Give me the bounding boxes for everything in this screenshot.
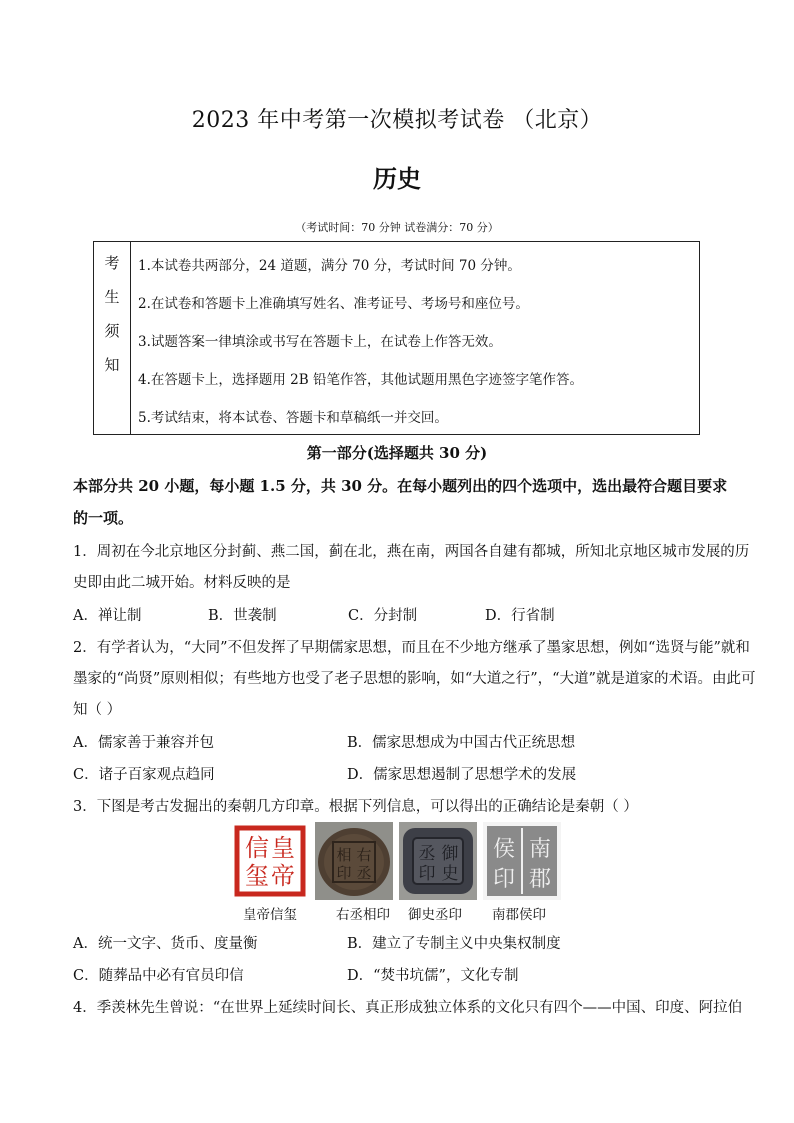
seal-glyph: 印	[418, 864, 436, 884]
option-a: A．儒家善于兼容并包	[73, 735, 214, 751]
option-d: D．行省制	[485, 608, 555, 624]
seal-glyph: 南	[528, 837, 552, 862]
option-a: A．禅让制	[73, 608, 142, 624]
option-a: A．统一文字、货币、度量衡	[73, 936, 258, 952]
exam-meta: （考试时间：70 分钟 试卷满分：70 分）	[295, 221, 499, 234]
question-2-line: 知（ ）	[73, 702, 122, 718]
seal-caption: 南郡侯印	[492, 907, 546, 923]
notice-item: 5.考试结束，将本试卷、答题卡和草稿纸一并交回。	[138, 410, 448, 426]
notice-item: 1.本试卷共两部分，24 道题，满分 70 分，考试时间 70 分钟。	[138, 258, 521, 274]
question-1-line: 史即由此二城开始。材料反映的是	[73, 575, 291, 591]
notice-heading	[94, 242, 131, 434]
seal-glyph: 印	[492, 867, 516, 892]
option-b: B．建立了专制主义中央集权制度	[347, 936, 561, 952]
notice-heading-char: 考	[104, 254, 120, 272]
question-1-line: 1．周初在今北京地区分封蓟、燕二国，蓟在北，燕在南，两国各自建有都城，所知北京地区城市发展的历	[73, 544, 750, 560]
exam-title: 2023 年中考第一次模拟考试卷 （北京）	[191, 108, 603, 133]
notice-heading-char: 须	[104, 322, 120, 340]
option-c: C．诸子百家观点趋同	[73, 767, 215, 783]
seal-caption: 御史丞印	[408, 907, 462, 923]
seal-glyph: 右	[356, 846, 372, 864]
seal-glyph: 御	[441, 844, 459, 864]
notice-heading-char: 生	[104, 288, 120, 306]
seal-image-huangdi	[231, 822, 309, 900]
section-title: 第一部分(选择题共 30 分)	[306, 444, 488, 462]
question-4-line: 4．季羡林先生曾说：“在世界上延续时间长、真正形成独立体系的文化只有四个——中国、印度、阿拉伯	[73, 1000, 743, 1016]
seal-caption: 右丞相印	[336, 907, 390, 923]
notice-heading-char: 知	[104, 356, 120, 374]
seal-caption: 皇帝信玺	[243, 907, 297, 923]
seal-image-nanjunhou	[483, 822, 561, 900]
question-2-line: 2．有学者认为，“大同”不但发挥了早期儒家思想，而且在不少地方继承了墨家思想，例如“选贤与能”就和	[73, 640, 750, 656]
exam-subject: 历史	[373, 164, 421, 193]
option-c: C．分封制	[348, 608, 418, 624]
seal-image-yushicheng	[399, 822, 477, 900]
question-2-line: 墨家的“尚贤”原则相似；有些地方也受了老子思想的影响，如“大道之行”，“大道”就是道家的术语。由此可	[73, 671, 756, 687]
seal-glyph: 郡	[528, 867, 552, 892]
section-intro: 本部分共 20 小题，每小题 1.5 分，共 30 分。在每小题列出的四个选项中，选出最符合题目要求的一项。	[73, 477, 728, 527]
notice-box	[93, 241, 700, 435]
notice-item: 3.试题答案一律填涂或书写在答题卡上，在试卷上作答无效。	[138, 334, 502, 350]
seal-glyph: 皇	[271, 834, 295, 862]
option-d: D．“焚书坑儒”，文化专制	[347, 968, 519, 984]
seal-glyph: 印	[336, 864, 352, 882]
notice-item: 4.在答题卡上，选择题用 2B 铅笔作答，其他试题用黑色字迹签字笔作答。	[138, 372, 583, 388]
option-b: B．世袭制	[208, 608, 277, 624]
seal-image-youchengxiang	[315, 822, 393, 900]
seal-glyph: 玺	[245, 862, 269, 890]
seal-glyph: 侯	[492, 837, 516, 862]
seal-glyph: 信	[245, 834, 269, 862]
seal-glyph: 相	[336, 846, 352, 864]
seal-glyph: 帝	[271, 862, 295, 890]
option-c: C．随葬品中必有官员印信	[73, 968, 244, 984]
seal-glyph: 丞	[356, 864, 372, 882]
question-3-line: 3．下图是考古发掘出的秦朝几方印章。根据下列信息，可以得出的正确结论是秦朝（ ）	[73, 799, 638, 815]
option-b: B．儒家思想成为中国古代正统思想	[347, 735, 576, 751]
seal-glyph: 史	[441, 864, 459, 884]
seal-glyph: 丞	[418, 844, 436, 864]
option-d: D．儒家思想遏制了思想学术的发展	[347, 767, 577, 783]
notice-item: 2.在试卷和答题卡上准确填写姓名、准考证号、考场号和座位号。	[138, 296, 529, 312]
